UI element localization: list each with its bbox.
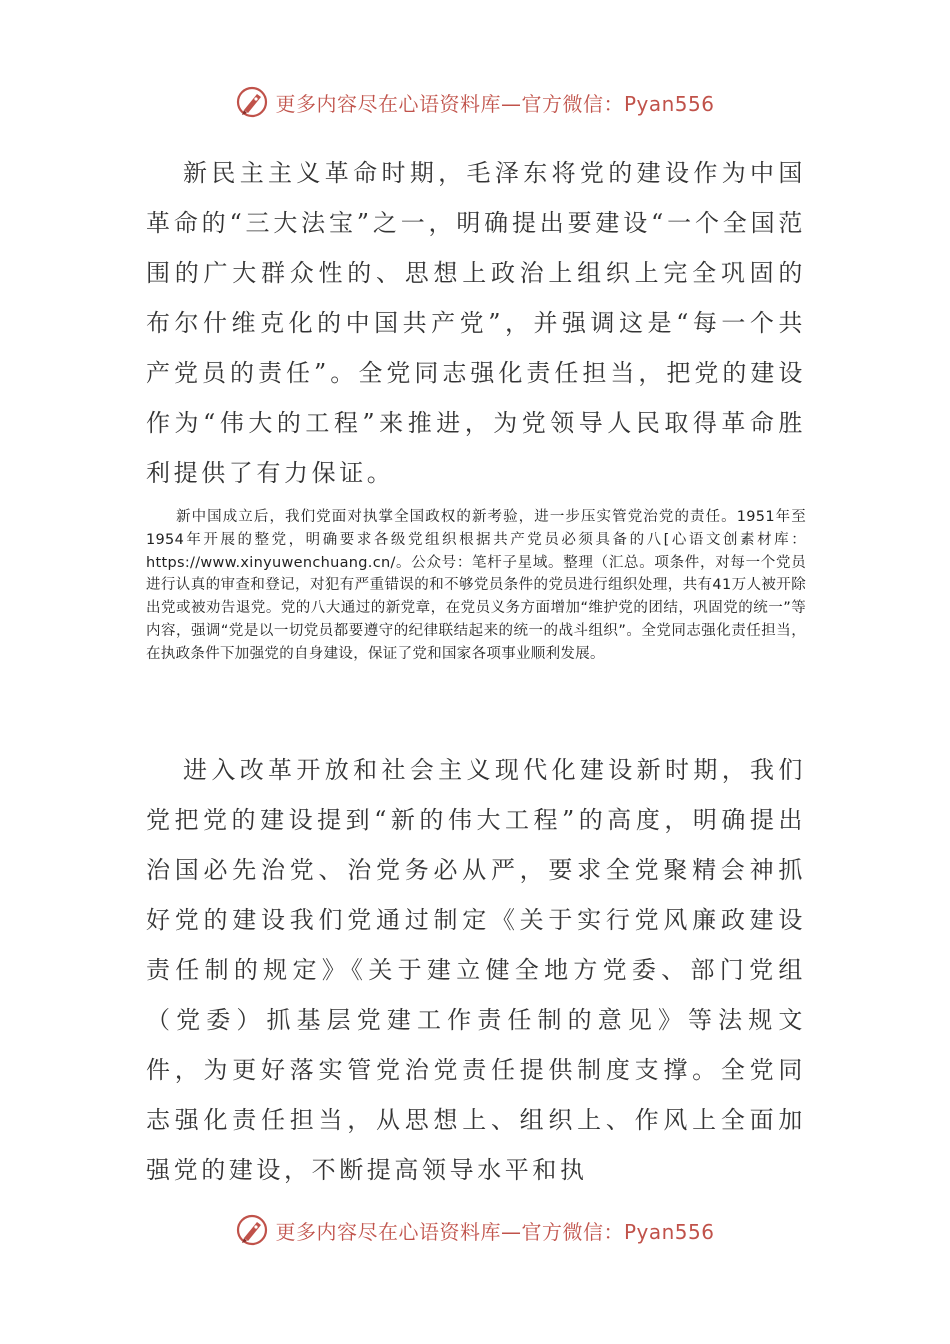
header-banner [0, 82, 950, 122]
footer-banner-content [235, 1213, 714, 1247]
pen-nib-logo-icon [235, 85, 269, 119]
header-banner-content [235, 85, 714, 119]
footer-banner-text: 更多内容尽在心语资料库—官方微信：Pyan556 [275, 1219, 715, 1244]
footer-banner [0, 1210, 950, 1250]
body-paragraph-3: 进入改革开放和社会主义现代化建设新时期，我们党把党的建设提到“新的伟大工程”的高度，明确提出治国必先治党、治党务必从严，要求全党聚精会神抓好党的建设我们党通过制定《关于实行党风廉政建设责任制的规定》《关于建立健全地方党委、部门党组（党委）抓基层党建工作责任制的意见》等法规文件，为更好落实管党治党责任提供制度支撑。全党同志强化责任担当，从思想上、组织上、作风上全面加强党的建设，不断提高领导水平和执 [146, 756, 806, 1184]
body-paragraph-1: 新民主主义革命时期，毛泽东将党的建设作为中国革命的“三大法宝”之一，明确提出要建设“一个全国范围的广大群众性的、思想上政治上组织上完全巩固的布尔什维克化的中国共产党”，并强调这是“每一个共产党员的责任”。全党同志强化责任担当，把党的建设作为“伟大的工程”来推进，为党领导人民取得革命胜利提供了有力保证。 [146, 159, 806, 487]
pen-nib-logo-icon [235, 1213, 269, 1247]
header-banner-text: 更多内容尽在心语资料库—官方微信：Pyan556 [275, 91, 715, 116]
body-paragraph-2: 新中国成立后，我们党面对执掌全国政权的新考验，进一步压实管党治党的责任。1951年至1954年开展的整党，明确要求各级党组织根据共产党员必须具备的八[心语文创素材库：https://www.xinyuwenchuang.cn/。公众号：笔杆子星域。整理（汇总。项条件，对每一个党员进行认真的审查和登记，对犯有严重错误的和不够党员条件的党员进行组织处理，共有41万人被开除出党或被劝告退党。党的八大通过的新党章，在党员义务方面增加“维护党的团结，巩固党的统一”等内容，强调“党是以一切党员都要遵守的纪律联结起来的统一的战斗组织”。全党同志强化责任担当，在执政条件下加强党的自身建设，保证了党和国家各项事业顺利发展。 [146, 509, 806, 662]
